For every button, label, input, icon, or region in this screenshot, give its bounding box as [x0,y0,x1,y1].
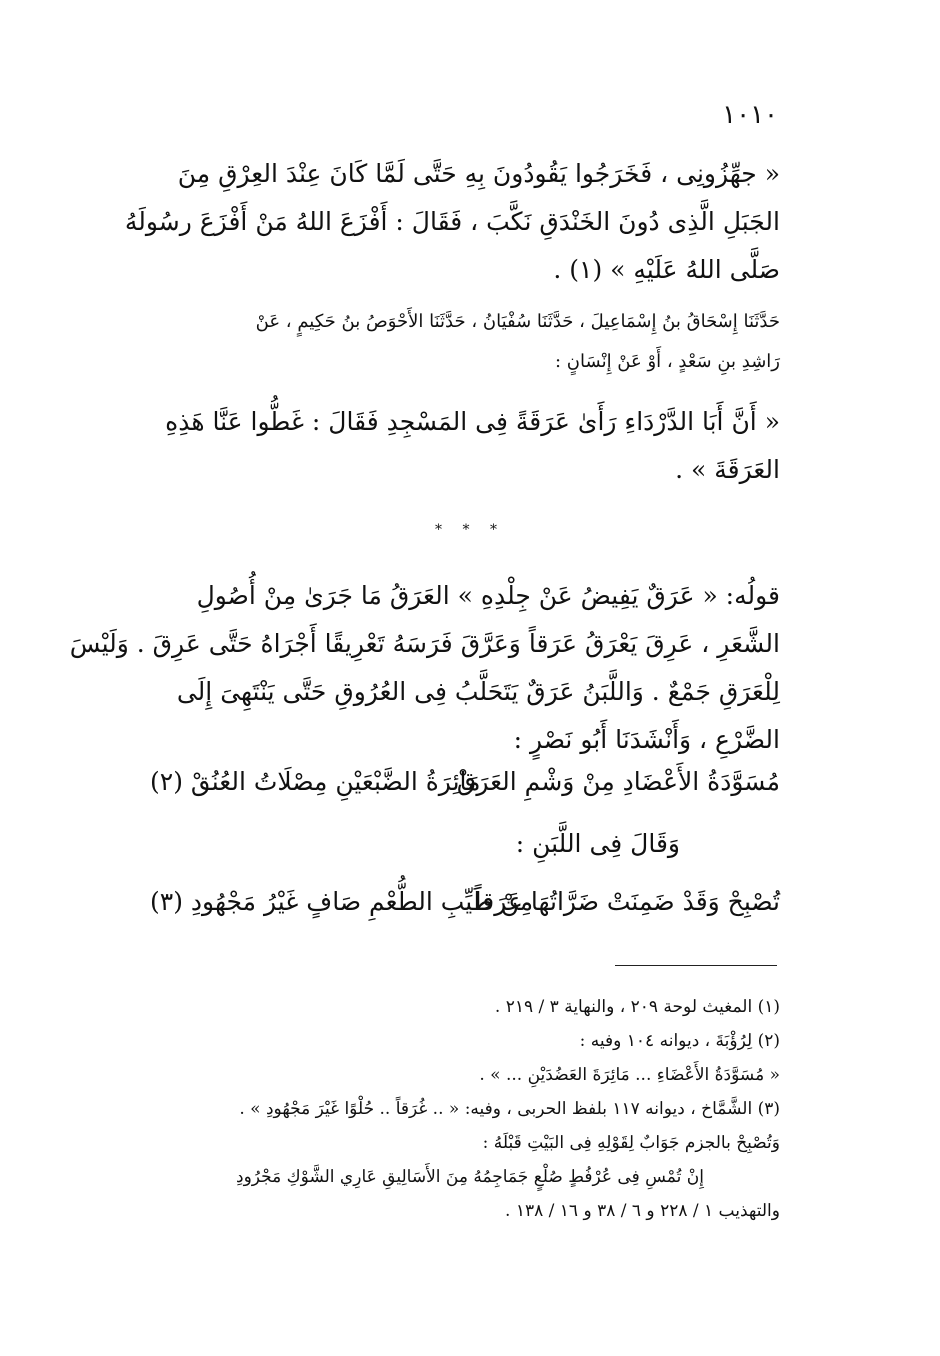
verse-first-hemistich: تُصْبِحْ وَقَدْ ضَمِنَتْ ضَرَّاتُهَا عَرَقاً [474,887,780,916]
footnote-3-verse: إِنْ تُمْسِ فِى عُرْفُطٍ صُلْعٍ جَمَاجِمُهُ مِنَ الأَسَالِيقِ عَارِي الشَّوْكِ مَجْرُودِ [236,1167,704,1187]
footnote-divider [615,965,777,966]
verse-second-hemistich: مَائِرَةُ الضَّبْعَيْنِ مِصْلَاتُ العُنُقْ (٢) [150,767,481,796]
text-line: « أَنَّ أَبَا الدَّرْدَاءِ رَأَىٰ عَرَقَةً فِى المَسْجِدِ فَقَالَ : غَطُّوا عَنَّا هَذِهِ [165,407,780,436]
text-line: الضَّرْعِ ، وَأَنْشَدَنَا أَبُو نَصْرٍ : [513,725,780,754]
text-line: العَرَقَةَ » . [675,455,780,484]
poetry-verse-2 [150,878,780,926]
footnote-2-quote: « مُسَوَّدَةُ الأَعْضَاءِ ... مَائِرَةَ العَضُدَيْنِ ... » . [479,1065,780,1085]
text-line: قولُه: « عَرَقٌ يَفِيضُ عَنْ جِلْدِهِ » العَرَقُ مَا جَرَىٰ مِنْ أُصُولِ [196,581,780,610]
footnote-3-ref: والتهذيب ١ / ٢٢٨ و ٦ / ٣٨ و ١٦ / ١٣٨ . [505,1201,780,1221]
footnote-3: (٣) الشَّمَّاخ ، ديوانه ١١٧ بلفظ الحربى ، وفيه: « .. غُرَقاً .. حُلْوًا غَيْرَ مَجْهُودِ » . [239,1099,780,1119]
footnote-1: (١) المغيث لوحة ٢٠٩ ، والنهاية ٣ / ٢١٩ . [494,997,780,1017]
hadith-text-2 [160,398,780,494]
text-line: صَلَّى اللهُ عَلَيْهِ » (١) . [553,255,780,284]
text-line: الجَبَلِ الَّذِى دُونَ الخَنْدَقِ نَكَّبَ ، فَقَالَ : أَفْزَعَ اللهُ مَنْ أَفْزَعَ رسُولَهُ [124,207,780,236]
text-line: الشَّعَرِ ، عَرِقَ يَعْرَقُ عَرَقاً وَعَرَّقَ فَرَسَهُ تَعْرِيقًا أَجْرَاهُ حَتَّى عَرِقَ . وَلَيْسَ [69,629,780,658]
verse-intro [160,820,780,868]
text-line: حَدَّثَنَا إِسْحَاقُ بنُ إِسْمَاعِيلَ ، حَدَّثَنَا سُفْيَانُ ، حَدَّثَنَا الأَحْوَصُ بنُ حَكِيمٍ ، عَنْ [255,311,780,332]
verse-first-hemistich: مُسَوَّدَةُ الأَعْضَادِ مِنْ وَشْمِ العَرَقْ [456,767,780,796]
poetry-verse-1 [150,758,780,806]
isnad-chain [160,302,780,382]
text-line: لِلْعَرَقِ جَمْعٌ . وَاللَّبَنُ عَرَقٌ يَتَحَلَّبُ فِى العُرُوقِ حَتَّى يَنْتَهِىَ إِلَى [176,677,780,706]
page-number: ١٠١٠ [722,100,778,130]
footnote-2: (٢) لِرُؤْبَةَ ، ديوانه ١٠٤ وفيه : [579,1031,780,1051]
section-separator: * * * [435,522,505,538]
commentary-text [69,572,780,764]
verse-second-hemistich: مِنْ طَيِّبِ الطُّعْمِ صَافٍ غَيْرُ مَجْهُودِ (٣) [150,887,534,916]
text-line: وَقَالَ فِى اللَّبَنِ : [515,829,680,858]
text-line: رَاشِدِ بنِ سَعْدٍ ، أَوْ عَنْ إِنْسَانٍ : [555,351,780,372]
hadith-text-1 [124,150,780,294]
text-line: « جهِّزُونِى ، فَخَرَجُوا يَقُودُونَ بِهِ حَتَّى لَمَّا كَانَ عِنْدَ العِرْقِ مِنَ [177,159,780,188]
footnotes [160,990,780,1228]
footnote-3-note: وَتُصْبِحْ بالجزم جَوَابٌ لِقَوْلِهِ فِى البَيْتِ قَبْلَهُ : [482,1133,780,1153]
